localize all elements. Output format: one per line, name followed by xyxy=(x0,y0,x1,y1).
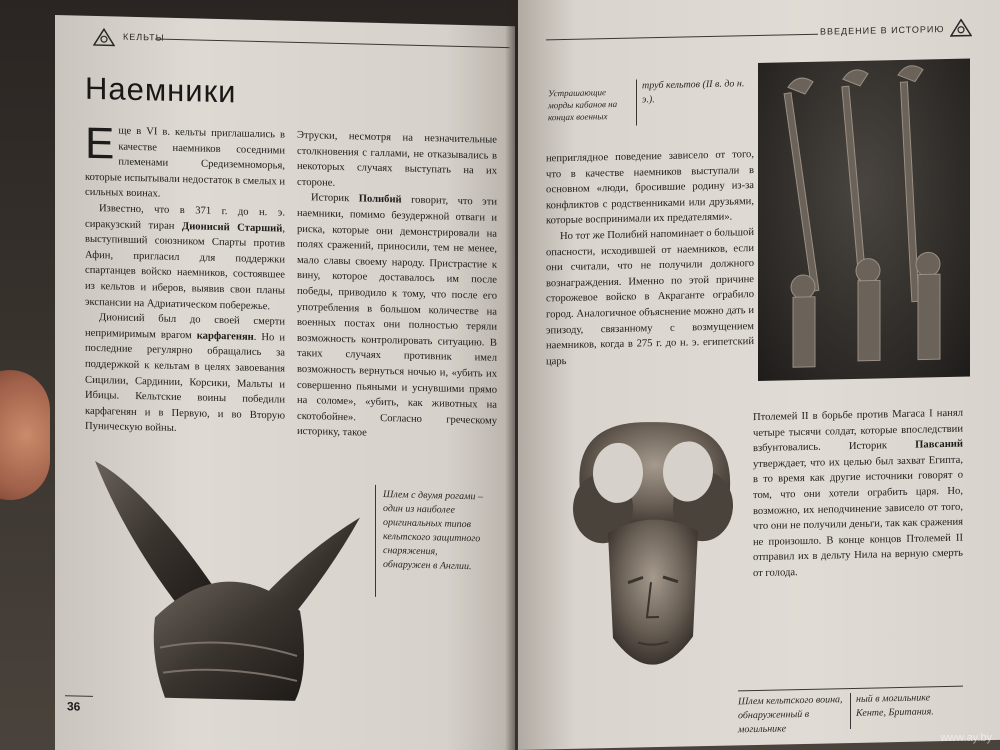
right-page xyxy=(518,0,1000,750)
paragraph xyxy=(85,310,285,440)
paragraph-text: говорит, что эти наемники, помимо безудержной отваги и риска, которые они демонстрировали на полях сражений, приносили, тем не менее, мало славы своему народу. Пристрастие к вину, которое доставалось им после победы, приводило к тому, что после его употребления в большом количестве на военных постах они полностью теряли возможность контролировать ситуацию. В таких случаях противник имел возможность вернуться ночью и, «убить их совершенно пьяными и уснувшими прямо на соломе», «убить, как животных на скотобойне». Согласно греческому историку, такое xyxy=(297,194,497,439)
trumpet-caption-b: труб кельтов (II в. до н. э.). xyxy=(642,78,745,106)
footer-rule xyxy=(65,695,93,697)
paragraph xyxy=(546,147,754,229)
bronze-relief xyxy=(758,59,970,381)
watermark: www.ay.by xyxy=(940,732,992,744)
page-title: Наемники xyxy=(85,70,237,110)
mask-caption-b: ный в могильнике Кенте, Британия. xyxy=(856,692,934,719)
person-name: Полибий xyxy=(358,193,402,206)
mask-caption-a: Шлем кельтского воина, обнаруженный в могильнике xyxy=(738,694,843,736)
page-number: 36 xyxy=(67,699,81,714)
paragraph-text: , выступивший союзником Спарты против Афин, пригласил для поддержки спартанцев войско наемников, состоявшее из кельтов и иберов, выявив свои планы экспансии на Адриатическом побережье. xyxy=(85,223,285,312)
thumb xyxy=(0,370,50,500)
drop-cap: Е xyxy=(85,118,115,169)
people-name: карфагенян xyxy=(196,330,254,343)
text-column-1 xyxy=(546,147,754,370)
left-page xyxy=(55,15,515,750)
celtic-knot-logo xyxy=(950,18,972,36)
helmet-caption: Шлем с двумя рогами – один из наиболее оригинальных типов кельтского защитного снаряжения, обнаружен в Англии. xyxy=(383,489,483,573)
celtic-knot-logo xyxy=(93,28,115,47)
text-column-2 xyxy=(297,128,497,445)
paragraph-text: Птолемей II в борьбе против Магаса I нанял четыре тысячи солдат, которые впоследствии взбунтовались. Историк xyxy=(753,407,963,455)
paragraph-text: Этруски, несмотря на незначительные столкновения с галлами, не отказывались в некоторых случаях выступать на их стороне. xyxy=(297,129,497,189)
paragraph xyxy=(297,128,497,195)
paragraph-text: . Но и последние регулярно обращались за поддержкой к кельтам в целях завоевания Сицилии, Сардинии, Корсики, Мальты и Ибицы. Кельтские воины победили карфагенян и в Первую, и во Вторую Пуническую войны. xyxy=(85,331,285,435)
header-rule xyxy=(546,34,818,41)
text-column-1 xyxy=(85,118,285,440)
person-name: Дионисий Старший xyxy=(181,220,283,235)
bronze-mask-helmet-photo xyxy=(543,395,758,700)
paragraph-text: Историк xyxy=(311,192,359,205)
paragraph-text: ще в VI в. кельты приглашались в качестве наемников соседними племенами Средиземноморья, которые испытывали недостаток в смелых и сильных воинах. xyxy=(85,125,285,200)
paragraph-text: неприглядное поведение зависело от того, что в качестве наемников выступали в основном «люди, бросившие родину из-за конфликтов с родственниками или друзьями, которые воспринимали их предателями». xyxy=(546,149,754,227)
paragraph-text: Дионисий был до своей смерти непримиримым врагом xyxy=(85,312,285,342)
caption-rule xyxy=(375,485,376,597)
trumpet-caption-a: Устрашающие морды кабанов на концах военных xyxy=(548,87,618,123)
paragraph xyxy=(753,406,963,582)
paragraph-text: Известно, что в 371 г. до н. э. сиракузский тиран xyxy=(85,203,285,232)
paragraph-text: Но тот же Полибий напоминает о большой опасности, исходившей от наемников, если они считали, что не получили должного вознаграждения. Именно по этой причине сторожевое войско в Акраганте ограбило город. Аналогичное объяснение можно дать и эпизоду, связанному с возмущением наемников, когда в 275 г. до н. э. египетский царь xyxy=(546,227,754,368)
running-header: ВВЕДЕНИЕ В ИСТОРИЮ xyxy=(820,24,945,37)
paragraph xyxy=(85,201,285,315)
carnyx-figures-photo xyxy=(758,59,970,381)
caption-rule xyxy=(850,693,851,729)
paragraph xyxy=(546,225,754,370)
running-header: КЕЛЬТЫ xyxy=(123,31,165,43)
header-rule xyxy=(155,38,510,48)
text-column-2 xyxy=(753,406,963,582)
paragraph-text: утверждает, что их целью был захват Египта, в то время как другие источники говорят о том, что они хотели ограбить царя. Но, возможно, их неподчинение зависело от того, что они не получили деньги, так как сражения не произошло. В конце концов Птолемей II отправил их в дельту Нила на верную смерть от голода. xyxy=(753,454,963,580)
paragraph xyxy=(85,118,285,206)
paragraph xyxy=(297,190,497,444)
caption-rule xyxy=(636,80,637,126)
person-name: Павсаний xyxy=(915,438,963,451)
horned-helmet-photo xyxy=(85,446,365,723)
